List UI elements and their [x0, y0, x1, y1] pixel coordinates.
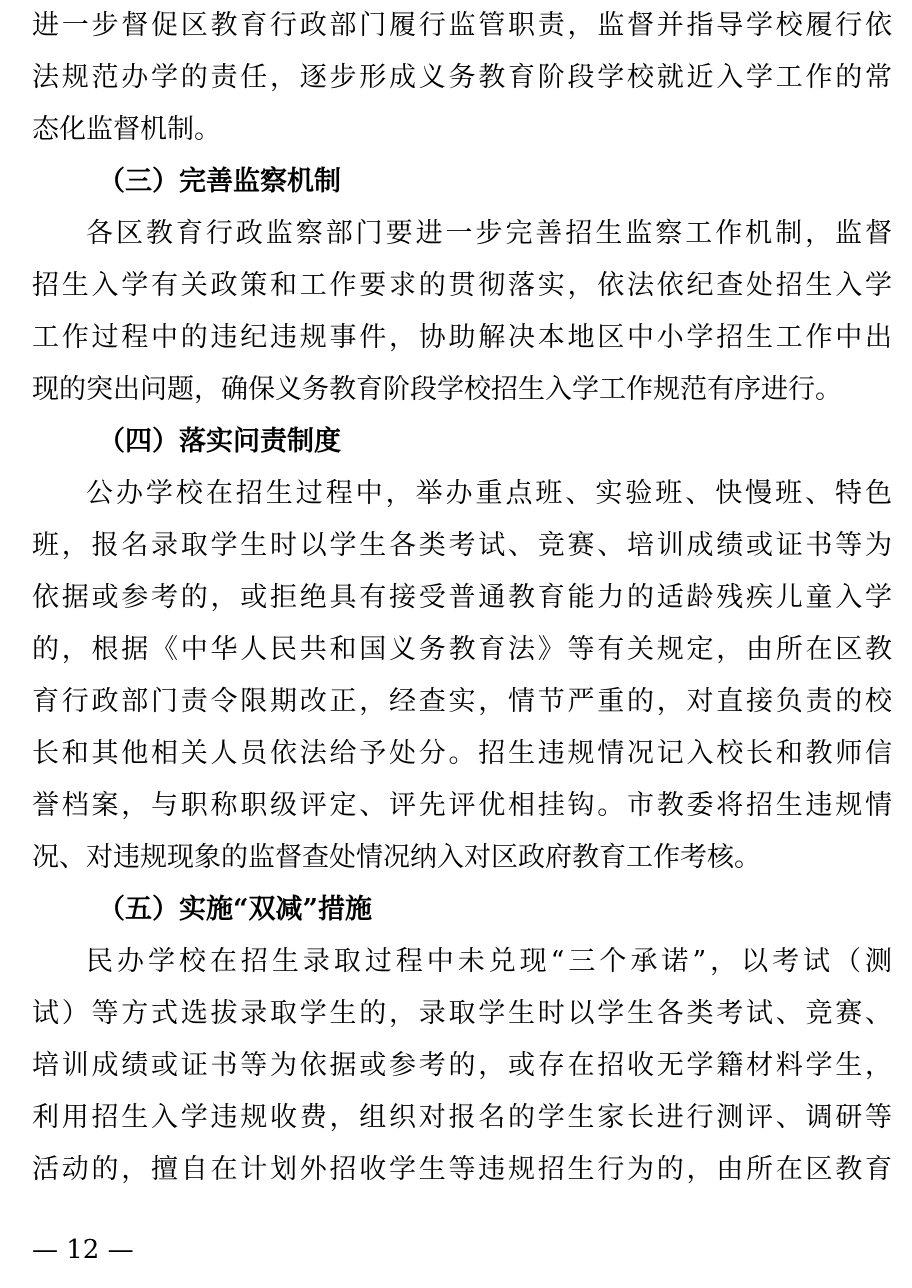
- text-line: 誉档案，与职称职级评定、评先评优相挂钩。市教委将招生违规情: [32, 790, 892, 821]
- text-line: 的，根据《中华人民共和国义务教育法》等有关规定，由所在区教: [32, 634, 892, 665]
- text-line: 公办学校在招生过程中，举办重点班、实验班、快慢班、特色: [86, 478, 892, 509]
- section-heading: （三）完善监察机制: [98, 166, 341, 197]
- text-line: 进一步督促区教育行政部门履行监管职责，监督并指导学校履行依: [32, 10, 892, 41]
- text-line: 招生入学有关政策和工作要求的贯彻落实，依法依纪查处招生入学: [32, 270, 892, 301]
- text-line: 民办学校在招生录取过程中未兑现“三个承诺”，以考试（测: [86, 946, 892, 977]
- section-heading: （四）落实问责制度: [98, 426, 341, 457]
- text-line: 培训成绩或证书等为依据或参考的，或存在招收无学籍材料学生，: [32, 1050, 892, 1081]
- text-line: 班，报名录取学生时以学生各类考试、竞赛、培训成绩或证书等为: [32, 530, 892, 561]
- text-line: 法规范办学的责任，逐步形成义务教育阶段学校就近入学工作的常: [32, 62, 892, 93]
- text-line: 况、对违规现象的监督查处情况纳入对区政府教育工作考核。: [32, 842, 761, 873]
- text-line: 态化监督机制。: [32, 114, 221, 145]
- text-line: 各区教育行政监察部门要进一步完善招生监察工作机制，监督: [86, 218, 892, 249]
- page-number: — 12 —: [32, 1235, 134, 1265]
- text-line: 试）等方式选拔录取学生的，录取学生时以学生各类考试、竞赛、: [32, 998, 892, 1029]
- section-heading: （五）实施“双减”措施: [98, 894, 373, 925]
- text-line: 利用招生入学违规收费，组织对报名的学生家长进行测评、调研等: [32, 1102, 892, 1133]
- text-line: 活动的，擅自在计划外招收学生等违规招生行为的，由所在区教育: [32, 1154, 892, 1185]
- text-line: 工作过程中的违纪违规事件，协助解决本地区中小学招生工作中出: [32, 322, 892, 353]
- text-line: 依据或参考的，或拒绝具有接受普通教育能力的适龄残疾儿童入学: [32, 582, 892, 613]
- body-text: [32, 0, 892, 1196]
- text-line: 现的突出问题，确保义务教育阶段学校招生入学工作规范有序进行。: [32, 374, 842, 405]
- text-line: 育行政部门责令限期改正，经查实，情节严重的，对直接负责的校: [32, 686, 892, 717]
- text-line: 长和其他相关人员依法给予处分。招生违规情况记入校长和教师信: [32, 738, 892, 769]
